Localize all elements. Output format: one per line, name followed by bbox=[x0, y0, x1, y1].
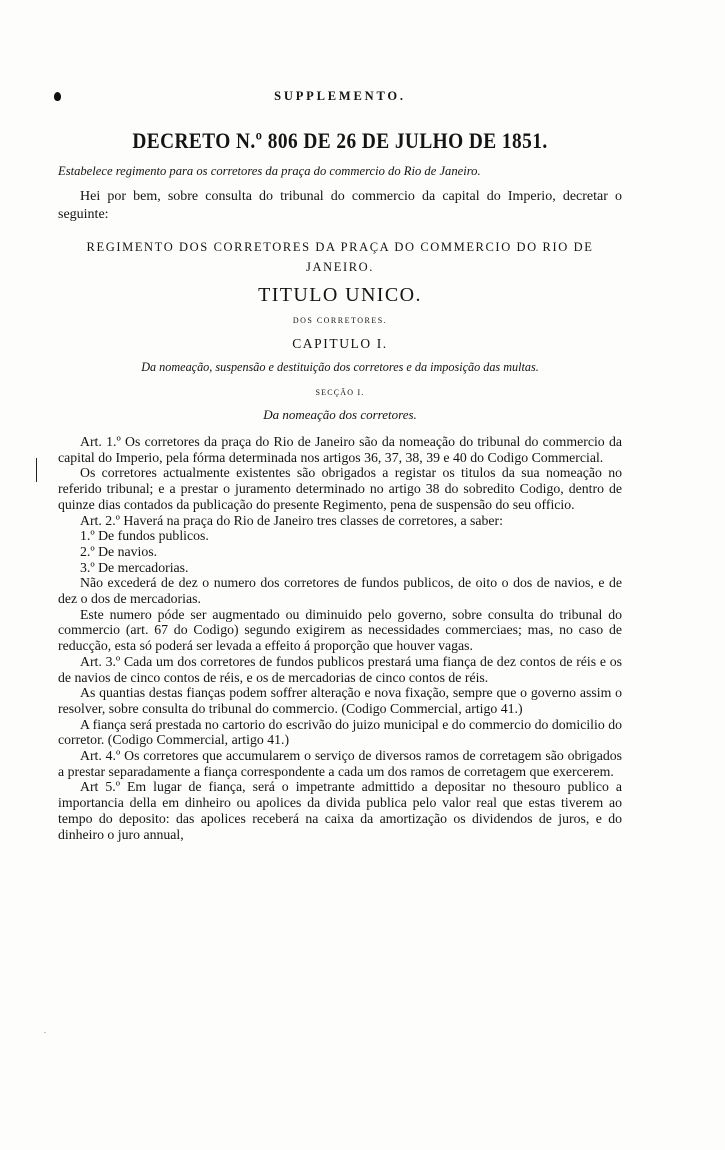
paragraph: Art. 1.º Os corretores da praça do Rio de Janeiro são da nomeação do tribunal do commercio da capital do Imperio, pela fórma determinada nos artigos 36, 37, 38, 39 e 40 do Codigo Commercial. bbox=[58, 434, 622, 465]
paragraph: Art. 3.º Cada um dos corretores de fundos publicos prestará uma fiança de dez contos de réis e os de navios de cinco contos de réis, e os de mercadorias de cinco contos de réis. bbox=[58, 653, 622, 685]
titulo-subheading: DOS CORRETORES. bbox=[292, 316, 388, 325]
list-item: 3.º De mercadorias. bbox=[80, 559, 189, 575]
articles-body bbox=[58, 434, 622, 842]
regimento-title: REGIMENTO DOS CORRETORES DA PRAÇA DO COMMERCIO DO RIO DE JANEIRO. bbox=[86, 240, 594, 274]
paragraph: Art. 2.º Haverá na praça do Rio de Janeiro tres classes de corretores, a saber: bbox=[80, 512, 503, 528]
paragraph: A fiança será prestada no cartorio do escrivão do juizo municipal e do commercio do domicilio do corretor. (Codigo Commercial, artigo 41.) bbox=[58, 716, 622, 748]
paragraph: Este numero póde ser augmentado ou diminuido pelo governo, sobre consulta do tribunal do commercio (art. 67 do Codigo) segundo exigirem as necessidades commerciaes; mas, no caso de reducção, esta só poderá ser levada a effeito á proporção que houver vagas. bbox=[58, 606, 622, 654]
margin-rule-mark bbox=[36, 458, 37, 482]
paragraph: Os corretores actualmente existentes são obrigados a registar os titulos da sua nomeação no referido tribunal; e a prestar o juramento determinado no artigo 38 do sobredito Codigo, dentro de quinze dias contados da publicação do presente Regimento, pena de suspensão do seu officio. bbox=[58, 465, 622, 512]
decree-title: DECRETO N.º 806 DE 26 DE JULHO DE 1851. bbox=[132, 128, 548, 153]
titulo-heading: TITULO UNICO. bbox=[258, 284, 422, 306]
capitulo-heading: CAPITULO I. bbox=[292, 336, 388, 351]
paragraph: As quantias destas fianças podem soffrer alteração e nova fixação, sempre que o governo assim o resolver, sobre consulta do tribunal do commercio. (Codigo Commercial, artigo 41.) bbox=[58, 685, 622, 716]
seccao-subheading: Da nomeação dos corretores. bbox=[263, 407, 417, 422]
paragraph: Não excederá de dez o numero dos corretores de fundos publicos, de oito o dos de navios, e de dez o dos de mercadorias. bbox=[58, 575, 622, 607]
running-head: SUPPLEMENTO. bbox=[274, 89, 406, 103]
paragraph: Art. 4.º Os corretores que accumularem o serviço de diversos ramos de corretagem são obrigados a prestar separadamente a fiança correspondente a cada um dos ramos de corretagem que exercerem. bbox=[58, 748, 622, 779]
list-item: 2.º De navios. bbox=[80, 543, 158, 559]
document-page bbox=[58, 84, 622, 842]
list-item: 1.º De fundos publicos. bbox=[80, 528, 209, 544]
intro-paragraph: Hei por bem, sobre consulta do tribunal do commercio da capital do Imperio, decretar o seguinte: bbox=[58, 189, 622, 222]
seccao-heading: SECÇÃO I. bbox=[315, 388, 365, 397]
capitulo-subheading: Da nomeação, suspensão e destituição dos corretores e da imposição das multas. bbox=[141, 360, 539, 374]
margin-speck: . bbox=[44, 1026, 46, 1035]
decree-subtitle: Estabelece regimento para os corretores da praça do commercio do Rio de Janeiro. bbox=[58, 164, 481, 178]
paragraph: Art 5.º Em lugar de fiança, será o impetrante admittido a depositar no thesouro publico a importancia della em dinheiro ou apolices da divida publica pelo valor real que estas tiverem ao tempo do deposito: das apolices receberá na caixa da amortização os dividendos de juros, e do dinheiro o juro annual, bbox=[58, 779, 622, 842]
